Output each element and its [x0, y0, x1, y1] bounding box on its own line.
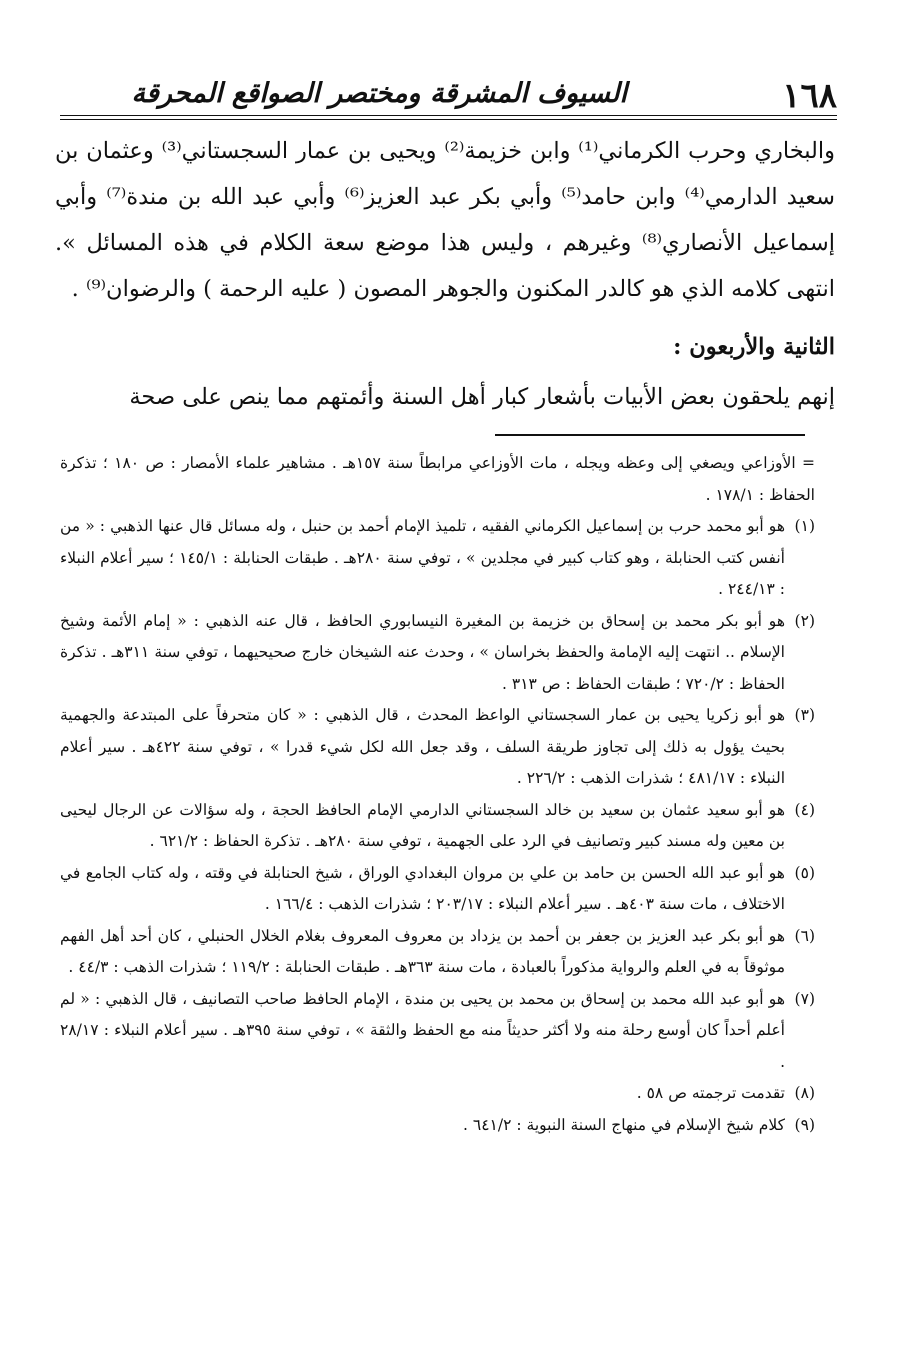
footnote-text: هو أبو عبد الله محمد بن إسحاق بن محمد بن يحيى بن مندة ، الإمام الحافظ صاحب التصانيف ، قال الذهبي : « لم أعلم أحداً كان أوسع رحلة منه ولا أكثر حديثاً منه مع الحفظ والثقة » ، توفي سنة ٣٩٥هـ . سير أعلام النبلاء : ٢٨/١٧ . [60, 989, 785, 1071]
footnote-number: (٣) [794, 706, 815, 724]
footnote-9 [60, 1110, 815, 1142]
footnote-number: (٤) [794, 800, 815, 819]
main-text [55, 128, 835, 420]
footnotes [60, 448, 815, 1141]
footnote-separator [495, 434, 805, 436]
running-title: السيوف المشرقة ومختصر الصواقع المحرقة [131, 78, 627, 109]
body-paragraph-2: إنهم يلحقون بعض الأبيات بأشعار كبار أهل السنة وأئمتهم مما ينص على صحة [129, 384, 835, 410]
footnote-text: هو أبو عبد الله الحسن بن حامد بن علي بن مروان البغدادي الوراق ، شيخ الحنابلة في وقته ، وله كتاب الجامع في الاختلاف ، مات سنة ٤٠٣هـ . سير أعلام النبلاء : ٢٠٣/١٧ ؛ شذرات الذهب : ١٦٦/٤ . [60, 863, 785, 913]
footnote-3 [60, 700, 815, 795]
footnote-number: (١) [794, 517, 815, 535]
footnote-6 [60, 921, 815, 984]
footnote-text: هو أبو بكر محمد بن إسحاق بن خزيمة بن المغيرة النيسابوري الحافظ ، قال عنه الذهبي : « إمام الأئمة وشيخ الإسلام .. انتهت إليه الإمامة والحفظ بخراسان » ، وحدث عنه الشيخان خارج صحيحيهما ، توفي سنة ٣١١هـ . تذكرة الحفاظ : ٧٢٠/٢ ؛ طبقات الحفاظ : ص ٣١٣ . [60, 611, 785, 693]
footnote-7 [60, 984, 815, 1079]
footnote-5 [60, 858, 815, 921]
footnote-2 [60, 606, 815, 701]
footnote-text: تقدمت ترجمته ص ٥٨ . [636, 1084, 785, 1102]
body-paragraph-1: والبخاري وحرب الكرماني⁽¹⁾ وابن خزيمة⁽²⁾ ويحيى بن عمار السجستاني⁽³⁾ وعثمان بن سعيد الدارمي⁽⁴⁾ وابن حامد⁽⁵⁾ وأبي بكر عبد العزيز⁽⁶⁾ وأبي عبد الله بن مندة⁽⁷⁾ وأبي إسماعيل الأنصاري⁽⁸⁾ وغيرهم ، وليس هذا موضع سعة الكلام في هذه المسائل ». انتهى كلامه الذي هو كالدر المكنون والجوهر المصون ( عليه الرحمة ) والرضوان⁽⁹⁾ . [55, 138, 836, 302]
footnote-text: هو أبو بكر عبد العزيز بن جعفر بن أحمد بن يزداد بن معروف المعروف بغلام الخلال الحنبلي ، كان أحد أهل الفهم موثوقاً به في العلم والرواية مذكوراً بالعبادة ، مات سنة ٣٦٣هـ . طبقات الحنابلة : ١١٩/٢ ؛ شذرات الذهب : ٤٤/٣ . [60, 926, 785, 976]
footnote-4 [60, 795, 815, 858]
footnote-text: هو أبو محمد حرب بن إسماعيل الكرماني الفقيه ، تلميذ الإمام أحمد بن حنبل ، وله مسائل قال عنها الذهبي : « من أنفس كتب الحنابلة ، وهو كتاب كبير في مجلدين » ، توفي سنة ٢٨٠هـ . طبقات الحنابلة : ١٤٥/١ ؛ سير أعلام النبلاء : ٢٤٤/١٣ . [60, 517, 785, 598]
footnote-continued: = الأوزاعي ويصغي إلى وعظه ويجله ، مات الأوزاعي مرابطاً سنة ١٥٧هـ . مشاهير علماء الأمصار : ص ١٨٠ ؛ تذكرة الحفاظ : ١٧٨/١ . [60, 454, 815, 504]
header-rule [60, 115, 837, 120]
footnote-text: هو أبو زكريا يحيى بن عمار السجستاني الواعظ المحدث ، قال الذهبي : « كان متحرفاً على المبتدعة والجهمية بحيث يؤول به ذلك إلى تجاوز طريقة السلف ، وقد جعل الله لكل شيء قدرا » ، توفي سنة ٤٢٢هـ . سير أعلام النبلاء : ٤٨١/١٧ ؛ شذرات الذهب : ٢٢٦/٢ . [60, 706, 785, 787]
page-header [60, 74, 837, 122]
footnote-number: (٢) [794, 611, 815, 630]
footnote-text: كلام شيخ الإسلام في منهاج السنة النبوية : ٦٤١/٢ . [463, 1115, 785, 1134]
footnote-number: (٧) [794, 989, 815, 1008]
footnote-number: (٥) [794, 863, 815, 882]
footnote-number: (٨) [794, 1084, 815, 1102]
footnote-number: (٩) [794, 1115, 815, 1134]
page-number: ١٦٨ [782, 76, 837, 116]
section-heading: الثانية والأربعون : [673, 334, 835, 360]
footnote-8 [60, 1078, 815, 1110]
footnote-1 [60, 511, 815, 606]
footnote-text: هو أبو سعيد عثمان بن سعيد بن خالد السجستاني الدارمي الإمام الحافظ الحجة ، وله سؤالات عن الرجال ليحيى بن معين وله مسند كبير وتصانيف في الرد على الجهمية ، توفي سنة ٢٨٠هـ . تذكرة الحفاظ : ٦٢١/٢ . [60, 800, 785, 850]
footnote-number: (٦) [794, 926, 815, 945]
